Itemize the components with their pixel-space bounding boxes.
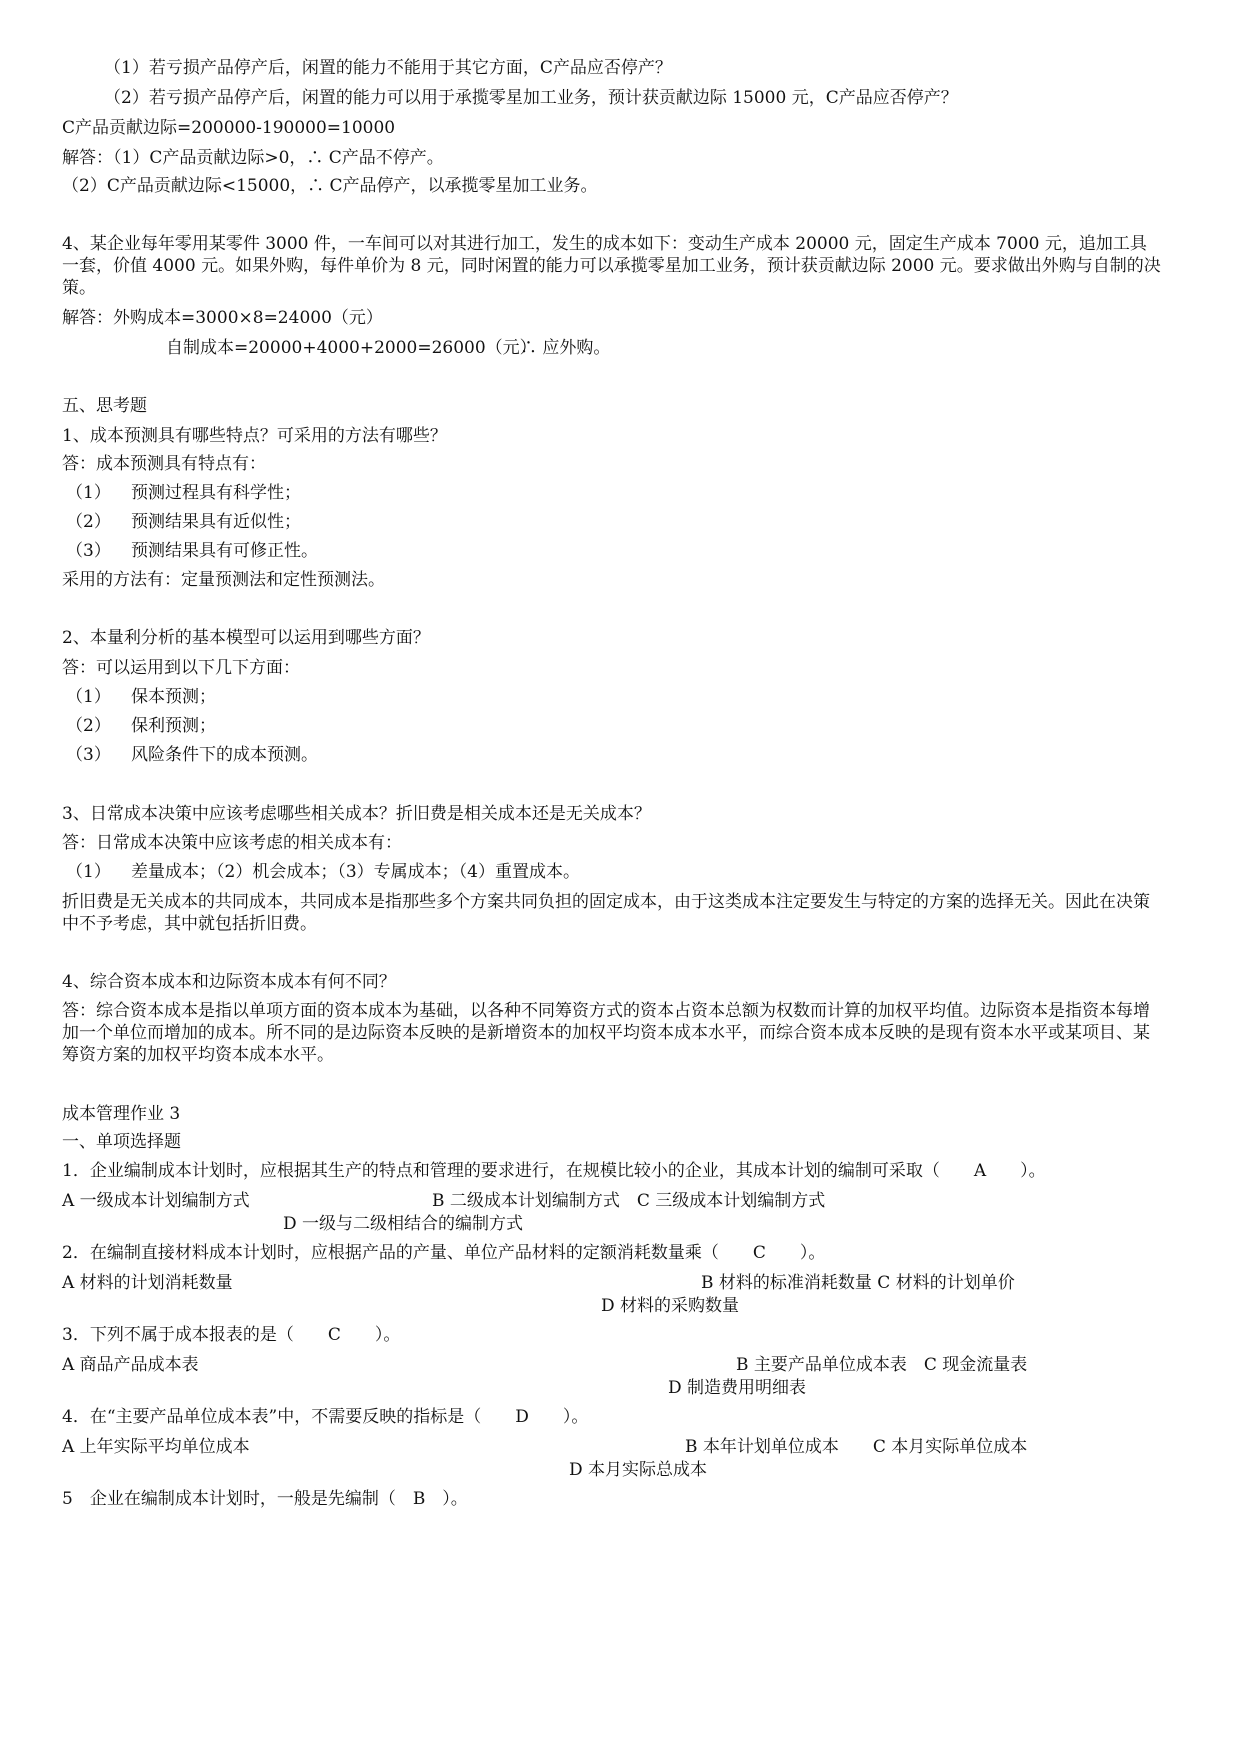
- option: A 上年实际平均单位成本: [62, 1437, 250, 1457]
- list-item: 预测结果具有可修正性。: [131, 541, 318, 561]
- list-item: 保本预测；: [131, 687, 216, 707]
- section-heading: 五、思考题: [62, 396, 147, 416]
- option: B 二级成本计划编制方式 C 三级成本计划编制方式: [432, 1191, 826, 1211]
- text-line: 解答：外购成本=3000×8=24000（元）: [62, 308, 383, 328]
- question: 1．企业编制成本计划时，应根据其生产的特点和管理的要求进行，在规模比较小的企业，其成本计划的编制可采取（ A ）。: [62, 1161, 1046, 1181]
- list-item: 风险条件下的成本预测。: [131, 745, 318, 765]
- page-title: 成本管理作业 3: [62, 1104, 181, 1124]
- question: 4、综合资本成本和边际资本成本有何不同？: [62, 972, 396, 992]
- question: 5 企业在编制成本计划时，一般是先编制（ B ）。: [62, 1489, 468, 1509]
- text-paragraph: 答：综合资本成本是指以单项方面的资本成本为基础，以各种不同筹资方式的资本占资本总额为权数而计算的加权平均值。边际资本是指资本每增加一个单位而增加的成本。所不同的是边际资本反映的是新增资本的加权平均资本成本水平，而综合资本成本反映的是现有资本水平或某项目、某筹资方案的加权平均资本成本水平。: [62, 1001, 1150, 1065]
- text-line: 解答：（1）C产品贡献边际>0，∴ C产品不停产。: [62, 148, 444, 168]
- text-line: 答：成本预测具有特点有：: [62, 454, 266, 474]
- text-line: 答：日常成本决策中应该考虑的相关成本有：: [62, 833, 402, 853]
- list-number: （1）: [66, 687, 111, 707]
- option: D 材料的采购数量: [601, 1296, 740, 1316]
- list-number: （2）: [66, 716, 111, 736]
- question: 4．在“主要产品单位成本表”中，不需要反映的指标是（ D ）。: [62, 1407, 589, 1427]
- text-line: （2）若亏损产品停产后，闲置的能力可以用于承揽零星加工业务，预计获贡献边际 15000 元，C产品应否停产？: [104, 88, 958, 108]
- question: 2．在编制直接材料成本计划时，应根据产品的产量、单位产品材料的定额消耗数量乘（ C ）。: [62, 1243, 826, 1263]
- option: D 制造费用明细表: [668, 1378, 807, 1398]
- list-number: （3）: [66, 745, 111, 765]
- text-line: 答：可以运用到以下几下方面：: [62, 658, 300, 678]
- question: 2、本量利分析的基本模型可以运用到哪些方面？: [62, 628, 430, 648]
- list-item: 预测过程具有科学性；: [131, 483, 301, 503]
- option: A 商品产品成本表: [62, 1355, 199, 1375]
- list-number: （1）: [66, 483, 111, 503]
- text-line: C产品贡献边际=200000-190000=10000: [62, 118, 396, 138]
- option: D 本月实际总成本: [569, 1460, 708, 1480]
- list-number: （1）: [66, 862, 111, 882]
- question: 3、日常成本决策中应该考虑哪些相关成本？折旧费是相关成本还是无关成本？: [62, 804, 651, 824]
- option: D 一级与二级相结合的编制方式: [283, 1214, 524, 1234]
- list-item: 保利预测；: [131, 716, 216, 736]
- option: B 材料的标准消耗数量 C 材料的计划单价: [701, 1273, 1015, 1293]
- text-paragraph: 折旧费是无关成本的共同成本，共同成本是指那些多个方案共同负担的固定成本，由于这类成本注定要发生与特定的方案的选择无关。因此在决策中不予考虑，其中就包括折旧费。: [62, 892, 1150, 934]
- option: B 本年计划单位成本 C 本月实际单位成本: [685, 1437, 1028, 1457]
- question: 1、成本预测具有哪些特点？可采用的方法有哪些？: [62, 426, 447, 446]
- text-line: ∴ 应外购。: [520, 338, 611, 358]
- option: B 主要产品单位成本表 C 现金流量表: [736, 1355, 1028, 1375]
- section-heading: 一、单项选择题: [62, 1132, 181, 1152]
- text-line: （2）C产品贡献边际<15000，∴ C产品停产，以承揽零星加工业务。: [62, 176, 598, 196]
- list-number: （3）: [66, 541, 111, 561]
- list-number: （2）: [66, 512, 111, 532]
- text-line: （1）若亏损产品停产后，闲置的能力不能用于其它方面，C产品应否停产？: [104, 58, 672, 78]
- text-paragraph: 4、某企业每年零用某零件 3000 件，一车间可以对其进行加工，发生的成本如下：变动生产成本 20000 元，固定生产成本 7000 元，追加工具一套，价值 4000 元。如果外购，每件单价为 8 元，同时闲置的能力可以承揽零星加工业务，预计获贡献边际 2000 元。要求做出外购与自制的决策。: [62, 234, 1161, 298]
- question: 3．下列不属于成本报表的是（ C ）。: [62, 1325, 401, 1345]
- text-line: 采用的方法有：定量预测法和定性预测法。: [62, 570, 385, 590]
- option: A 材料的计划消耗数量: [62, 1273, 233, 1293]
- option: A 一级成本计划编制方式: [62, 1191, 250, 1211]
- list-item: 差量成本；（2）机会成本；（3）专属成本；（4）重置成本。: [131, 862, 580, 882]
- list-item: 预测结果具有近似性；: [131, 512, 301, 532]
- text-line: 自制成本=20000+4000+2000=26000（元）: [166, 338, 537, 358]
